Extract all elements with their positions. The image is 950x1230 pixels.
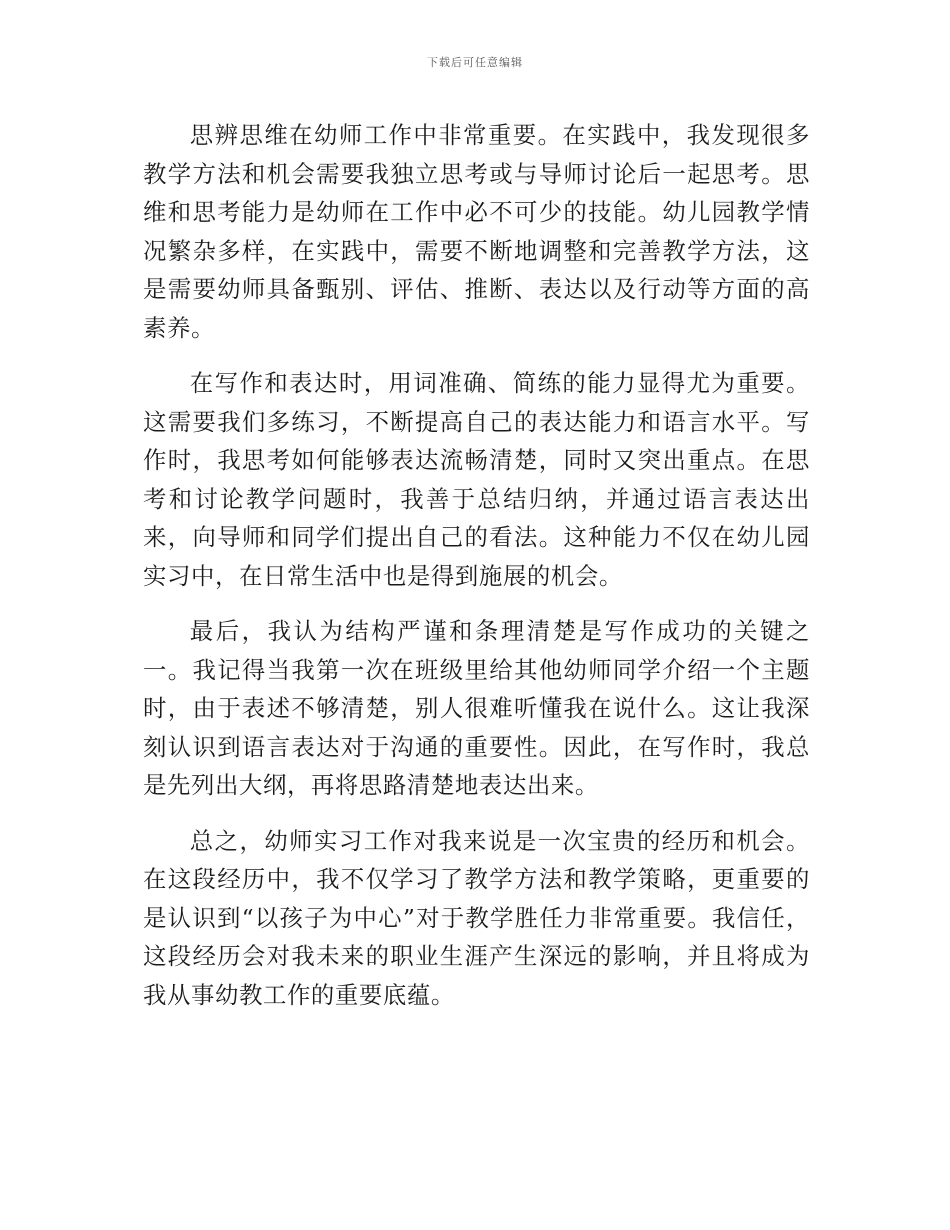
document-body [143,116,810,1031]
paragraph-2: 在写作和表达时，用词准确、简练的能力显得尤为重要。这需要我们多练习，不断提高自己的表达能力和语言水平。写作时，我思考如何能够表达流畅清楚，同时又突出重点。在思考和讨论教学问题时，我善于总结归纳，并通过语言表达出来，向导师和同学们提出自己的看法。这种能力不仅在幼儿园实习中，在日常生活中也是得到施展的机会。 [143,369,810,590]
paragraph-3: 最后，我认为结构严谨和条理清楚是写作成功的关键之一。我记得当我第一次在班级里给其他幼师同学介绍一个主题时，由于表述不够清楚，别人很难听懂我在说什么。这让我深刻认识到语言表达对于沟通的重要性。因此，在写作时，我总是先列出大纲，再将思路清楚地表达出来。 [143,617,810,799]
header-note: 下载后可任意编辑 [427,56,523,69]
paragraph-4: 总之，幼师实习工作对我来说是一次宝贵的经历和机会。在这段经历中，我不仅学习了教学方法和教学策略，更重要的是认识到“以孩子为中心”对于教学胜任力非常重要。我信任，这段经历会对我未来的职业生涯产生深远的影响，并且将成为我从事幼教工作的重要底蕴。 [143,826,810,1009]
paragraph-1: 思辨思维在幼师工作中非常重要。在实践中，我发现很多教学方法和机会需要我独立思考或与导师讨论后一起思考。思维和思考能力是幼师在工作中必不可少的技能。幼儿园教学情况繁杂多样，在实践中，需要不断地调整和完善教学方法，这是需要幼师具备甄别、评估、推断、表达以及行动等方面的高素养。 [143,121,810,342]
